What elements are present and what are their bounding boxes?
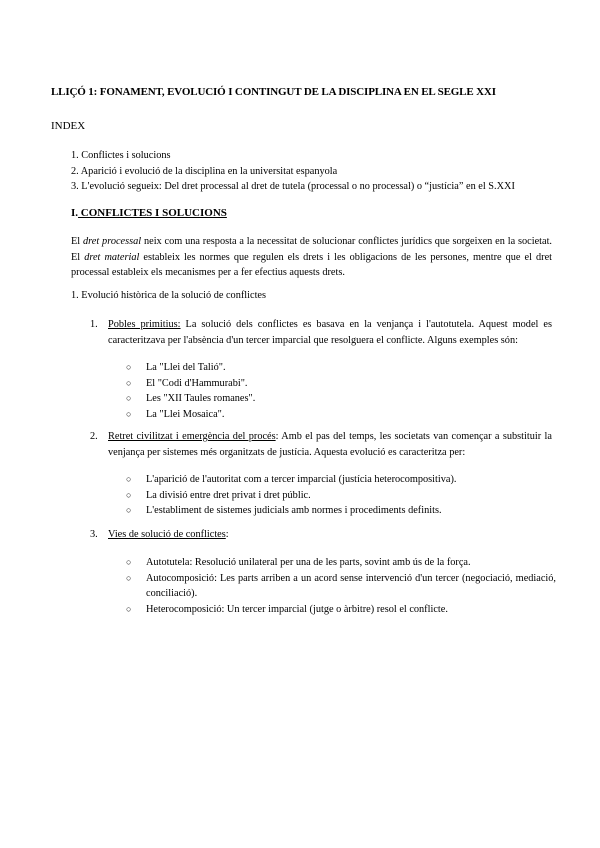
bullet-icon: ○ — [126, 489, 132, 500]
bullet-icon: ○ — [126, 557, 132, 567]
para-text: El — [71, 236, 83, 247]
index-list — [71, 148, 581, 195]
bullet-list-1 — [126, 360, 556, 422]
term-dret-processal: dret processal — [83, 236, 142, 247]
index-item: 3. L'evolució segueix: Del dret processal al dret de tutela (processal o no processal) o “justícia” en el S.XXI — [71, 181, 515, 192]
item-number: 2. — [90, 431, 98, 442]
list-item: ○ La "Llei del Talió". — [126, 360, 556, 376]
list-item-1 — [90, 317, 552, 348]
index-heading: INDEX — [51, 120, 86, 132]
item-label: Retret civilitzat i emergència del procés — [108, 431, 276, 442]
item-number: 3. — [90, 529, 98, 540]
list-item: ○ Autocomposició: Les parts arriben a un acord sense intervenció d'un tercer (negociació, mediació, conciliació). — [126, 572, 556, 599]
bullet-list-3 — [126, 555, 556, 617]
list-item-3 — [90, 527, 552, 543]
term-dret-material: dret material — [84, 251, 140, 263]
index-item: 1. Conflictes i solucions — [71, 150, 171, 161]
bullet-icon: ○ — [126, 505, 132, 515]
section-title: CONFLICTES I SOLUCIONS — [78, 207, 227, 219]
list-item: ○ Autotutela: Resolució unilateral per una de les parts, sovint amb ús de la força. — [126, 555, 556, 571]
list-item: ○ Heterocomposició: Un tercer imparcial (jutge o àrbitre) resol el conflicte. — [126, 602, 556, 618]
subsection-heading: 1. Evolució històrica de la solució de conflictes — [71, 290, 267, 301]
list-item-2 — [90, 429, 552, 460]
item-text: : — [225, 529, 229, 540]
para-text: neix com una resposta a la necessitat de solucionar conflictes jurídics que sorgeixen en la societat. El — [71, 236, 553, 263]
bullet-list-2 — [126, 472, 556, 519]
list-item: ○ L'establiment de sistemes judicials amb normes i procediments definits. — [126, 503, 556, 519]
list-item: ○ El "Codi d'Hammurabi". — [126, 376, 556, 392]
item-label: Vies de solució de conflictes — [108, 529, 226, 540]
intro-paragraph — [71, 234, 552, 281]
list-item: ○ Les "XII Taules romanes". — [126, 391, 556, 407]
bullet-icon: ○ — [126, 603, 132, 614]
para-text: estableix les normes que regulen els drets i les obligacions de les persones, mentre que el dret processal estableix els mecanismes per a fer efectius aquests drets. — [71, 251, 553, 278]
bullet-icon: ○ — [126, 474, 132, 484]
item-text: La solució dels conflictes es basava en la venjança i l'autotutela. Aquest model es caracteritzava per l'absència d'un tercer imparcial que resolguera el conflicte. Alguns exemples són: — [108, 319, 552, 346]
list-item: ○ La "Llei Mosaica". — [126, 407, 556, 423]
index-item: 2. Aparició i evolució de la disciplina en la universitat espanyola — [71, 165, 338, 177]
item-number: 1. — [90, 319, 98, 330]
item-label: Pobles primitius: — [108, 319, 181, 330]
bullet-icon: ○ — [126, 408, 132, 419]
bullet-icon: ○ — [126, 362, 132, 372]
bullet-icon: ○ — [126, 572, 132, 583]
section-number: I. — [71, 207, 79, 219]
list-item: ○ La divisió entre dret privat i dret públic. — [126, 488, 556, 504]
list-item: ○ L'aparició de l'autoritat com a tercer imparcial (justícia heterocompositiva). — [126, 472, 556, 488]
bullet-icon: ○ — [126, 377, 132, 388]
bullet-icon: ○ — [126, 393, 132, 403]
item-text: : Amb el pas del temps, les societats van començar a substituir la venjança per sistemes més organitzats de justícia. Aquesta evolució es caracteritza per: — [108, 431, 552, 458]
lesson-title: LLIÇÓ 1: FONAMENT, EVOLUCIÓ I CONTINGUT DE LA DISCIPLINA EN EL SEGLE XXI — [51, 86, 496, 98]
section-heading — [71, 207, 227, 219]
